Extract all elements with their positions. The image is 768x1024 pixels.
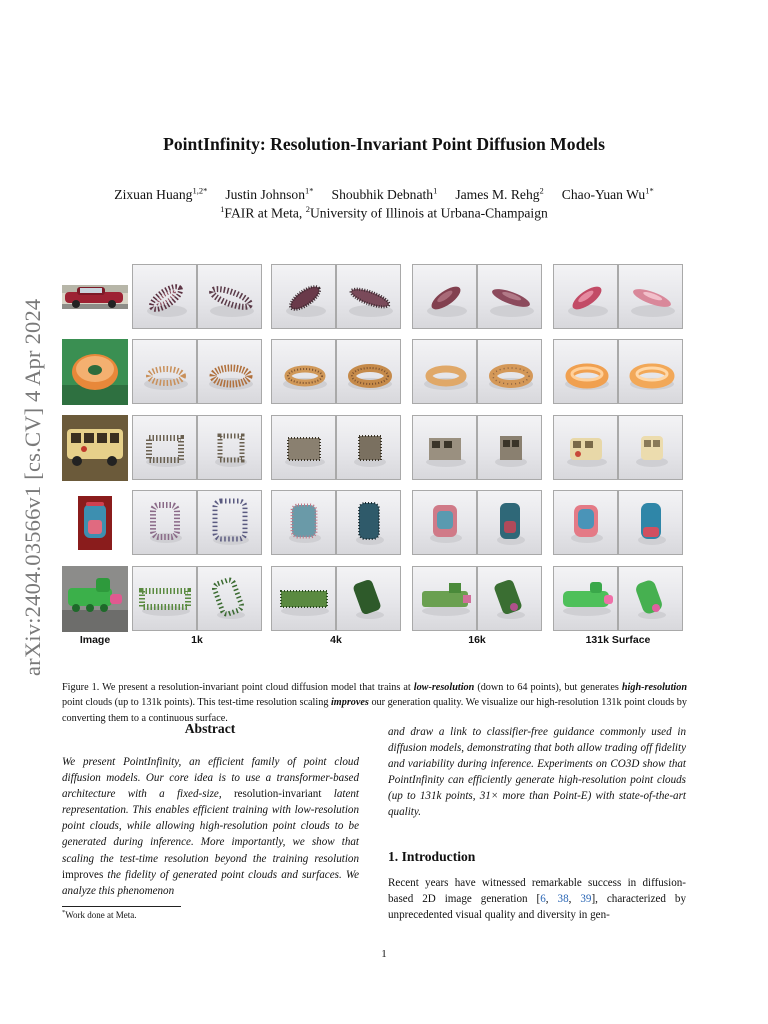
- pointcloud-4k-backpack-a: [271, 490, 336, 555]
- figure-row-car: [62, 264, 686, 330]
- figure-row-toy-train: [62, 566, 686, 632]
- author: [114, 187, 207, 202]
- surface-131k-toy-train-b: [618, 566, 683, 631]
- author-affiliation-mark: 1*: [305, 185, 314, 195]
- column-label-131k-surface: 131k Surface: [585, 634, 651, 646]
- pointcloud-1k-donut-b: [197, 339, 262, 404]
- figure-row-toy-bus: [62, 415, 686, 481]
- input-photo-toy-bus: [62, 415, 128, 481]
- affiliations: [0, 204, 768, 222]
- author-affiliation-mark: 1*: [645, 185, 654, 195]
- author: [225, 187, 313, 202]
- affiliation-mark-1: 1: [220, 204, 225, 214]
- figure-1-grid: [62, 264, 686, 636]
- footnote-divider: [62, 906, 181, 907]
- affiliation-1: FAIR at Meta,: [224, 205, 306, 221]
- pointcloud-1k-toy-bus-a: [132, 415, 197, 480]
- pointcloud-4k-toy-train-a: [271, 566, 336, 631]
- pointcloud-1k-backpack-b: [197, 490, 262, 555]
- pointcloud-16k-car-a: [412, 264, 477, 329]
- surface-131k-backpack-b: [618, 490, 683, 555]
- pointcloud-1k-backpack-a: [132, 490, 197, 555]
- surface-131k-toy-train-a: [553, 566, 618, 631]
- pointcloud-4k-toy-bus-a: [271, 415, 336, 480]
- column-label-1k: 1k: [191, 634, 203, 646]
- abstract-heading: Abstract: [184, 721, 236, 736]
- arxiv-identifier-stamp: arXiv:2404.03566v1 [cs.CV] 4 Apr 2024: [20, 298, 45, 676]
- author-affiliation-mark: 1: [433, 185, 438, 195]
- author-affiliation-mark: 2: [539, 185, 544, 195]
- pointcloud-4k-donut-b: [336, 339, 401, 404]
- page-number: 1: [381, 948, 387, 960]
- input-photo-car: [62, 264, 128, 330]
- pointcloud-16k-toy-bus-a: [412, 415, 477, 480]
- author: [455, 187, 543, 202]
- pointcloud-16k-backpack-a: [412, 490, 477, 555]
- surface-131k-car-b: [618, 264, 683, 329]
- abstract-body: We present PointInfinity, an efficient family of point cloud diffusion models. Our core idea is to use a transformer-based architecture with a fixed-size, resolution-invariant latent representation. This enables efficient training with low-resolution point clouds, while allowing high-resolution point clouds to be generated during inference. More importantly, we show that scaling the test-time resolution beyond the training resolution improves the fidelity of generated point clouds and surfaces. We analyze this phenomenon: [62, 756, 360, 897]
- pointcloud-4k-car-a: [271, 264, 336, 329]
- author-name: James M. Rehg: [455, 186, 540, 202]
- author-name: Chao-Yuan Wu: [561, 186, 646, 202]
- pointcloud-4k-toy-bus-b: [336, 415, 401, 480]
- column-label-image: Image: [79, 634, 111, 646]
- author-name: Zixuan Huang: [114, 186, 193, 202]
- pointcloud-4k-toy-train-b: [336, 566, 401, 631]
- pointcloud-1k-car-b: [197, 264, 262, 329]
- pointcloud-16k-donut-a: [412, 339, 477, 404]
- citation-link[interactable]: 38: [557, 893, 569, 906]
- pointcloud-16k-car-b: [477, 264, 542, 329]
- pointcloud-1k-car-a: [132, 264, 197, 329]
- paper-title: PointInfinity: Resolution-Invariant Point Diffusion Models: [163, 134, 605, 154]
- input-photo-backpack: [62, 490, 128, 556]
- author-list: [0, 185, 768, 203]
- abstract-body-continued: and draw a link to classifier-free guidance commonly used in diffusion models, demonstrating that both allow trading off fidelity and variability during inference. Experiments on CO3D show that PointInfinity can efficiently generate high-resolution point clouds (up to 131k points, 31× more than Point-E) with state-of-the-art quality.: [388, 726, 686, 819]
- pointcloud-16k-toy-train-b: [477, 566, 542, 631]
- surface-131k-toy-bus-a: [553, 415, 618, 480]
- column-label-4k: 4k: [330, 634, 342, 646]
- author: [562, 187, 654, 202]
- pointcloud-4k-donut-a: [271, 339, 336, 404]
- introduction-body: Recent years have witnessed remarkable success in diffusion-based 2D image generation [6, 38, 39], characterized by unprecedented visual quality and diversity in gen-: [388, 877, 687, 922]
- figure-row-backpack: [62, 490, 686, 556]
- affiliation-mark-2: 2: [305, 204, 310, 214]
- pointcloud-16k-toy-train-a: [412, 566, 477, 631]
- author-name: Shoubhik Debnath: [331, 186, 434, 202]
- pointcloud-1k-toy-bus-b: [197, 415, 262, 480]
- affiliation-2: University of Illinois at Urbana-Champaign: [309, 205, 548, 221]
- figure-row-donut: [62, 339, 686, 405]
- pointcloud-1k-toy-train-b: [197, 566, 262, 631]
- pointcloud-4k-car-b: [336, 264, 401, 329]
- surface-131k-car-a: [553, 264, 618, 329]
- pointcloud-4k-backpack-b: [336, 490, 401, 555]
- column-label-16k: 16k: [468, 634, 486, 646]
- citation-link[interactable]: 39: [580, 893, 592, 906]
- surface-131k-donut-b: [618, 339, 683, 404]
- pointcloud-1k-toy-train-a: [132, 566, 197, 631]
- surface-131k-donut-a: [553, 339, 618, 404]
- figure-caption: Figure 1. We present a resolution-invariant point cloud diffusion model that trains at low-resolution (down to 64 points), but generates high-resolution point clouds (up to 131k points). This test-time resolution scaling improves our generation quality. We visualize our high-resolution 131k point clouds by converting them to a continuous surface.: [62, 682, 687, 724]
- pointcloud-16k-donut-b: [477, 339, 542, 404]
- introduction-heading: 1. Introduction: [388, 849, 476, 864]
- surface-131k-backpack-a: [553, 490, 618, 555]
- author-name: Justin Johnson: [225, 186, 306, 202]
- input-photo-donut: [62, 339, 128, 405]
- footnote: *Work done at Meta.: [62, 909, 137, 920]
- pointcloud-16k-backpack-b: [477, 490, 542, 555]
- author-affiliation-mark: 1,2*: [192, 185, 208, 195]
- surface-131k-toy-bus-b: [618, 415, 683, 480]
- pointcloud-1k-donut-a: [132, 339, 197, 404]
- author: [332, 187, 438, 202]
- pointcloud-16k-toy-bus-b: [477, 415, 542, 480]
- citation-link[interactable]: 6: [540, 893, 546, 906]
- input-photo-toy-train: [62, 566, 128, 632]
